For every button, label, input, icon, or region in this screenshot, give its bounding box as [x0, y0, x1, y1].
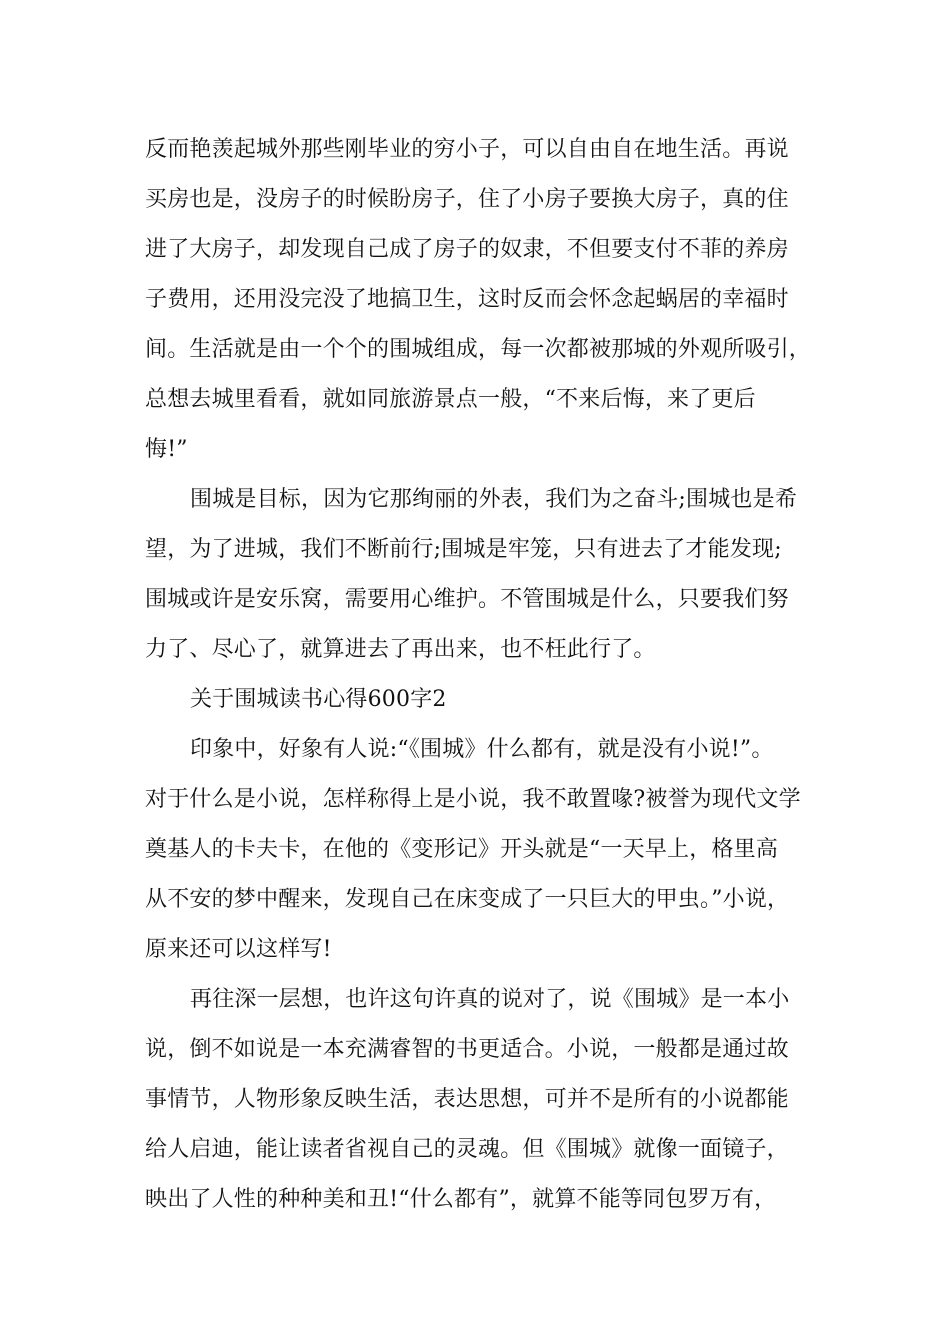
text-line: 再往深一层想，也许这句许真的说对了，说《围城》是一本小 — [190, 987, 790, 1012]
text-line: 围城或许是安乐窝，需要用心维护。不管围城是什么，只要我们努 — [145, 587, 789, 612]
text-line: 反而艳羡起城外那些刚毕业的穷小子，可以自由自在地生活。再说 — [145, 137, 789, 162]
text-line: 原来还可以这样写! — [145, 937, 332, 962]
text-line: 力了、尽心了，就算进去了再出来，也不枉此行了。 — [145, 637, 656, 662]
text-line: 间。生活就是由一个个的围城组成，每一次都被那城的外观所吸引， — [145, 337, 812, 362]
text-line: 悔!” — [145, 437, 188, 462]
text-line: 进了大房子，却发现自己成了房子的奴隶，不但要支付不菲的养房 — [145, 237, 789, 262]
text-line: 说，倒不如说是一本充满睿智的书更适合。小说，一般都是通过故 — [145, 1037, 789, 1062]
text-line: 对于什么是小说，怎样称得上是小说，我不敢置喙?被誉为现代文学 — [145, 787, 801, 812]
text-line: 望，为了进城，我们不断前行;围城是牢笼，只有进去了才能发现; — [145, 537, 782, 562]
text-line: 事情节，人物形象反映生活，表达思想，可并不是所有的小说都能 — [145, 1087, 789, 1112]
text-line: 给人启迪，能让读者省视自己的灵魂。但《围城》就像一面镜子， — [145, 1137, 789, 1162]
text-line: 奠基人的卡夫卡，在他的《变形记》开头就是“一天早上，格里高 — [145, 837, 779, 862]
text-line: 映出了人性的种种美和丑!“什么都有”，就算不能等同包罗万有， — [145, 1187, 777, 1212]
text-line: 印象中，好象有人说:“《围城》什么都有，就是没有小说!”。 — [190, 737, 774, 762]
text-line: 从不安的梦中醒来，发现自己在床变成了一只巨大的甲虫。”小说， — [145, 887, 790, 912]
text-line: 围城是目标，因为它那绚丽的外表，我们为之奋斗;围城也是希 — [190, 487, 798, 512]
text-line: 总想去城里看看，就如同旅游景点一般，“不来后悔，来了更后 — [145, 387, 756, 412]
text-line: 子费用，还用没完没了地搞卫生，这时反而会怀念起蜗居的幸福时 — [145, 287, 789, 312]
text-line: 买房也是，没房子的时候盼房子，住了小房子要换大房子，真的住 — [145, 187, 789, 212]
section-heading: 关于围城读书心得600字2 — [190, 687, 447, 712]
